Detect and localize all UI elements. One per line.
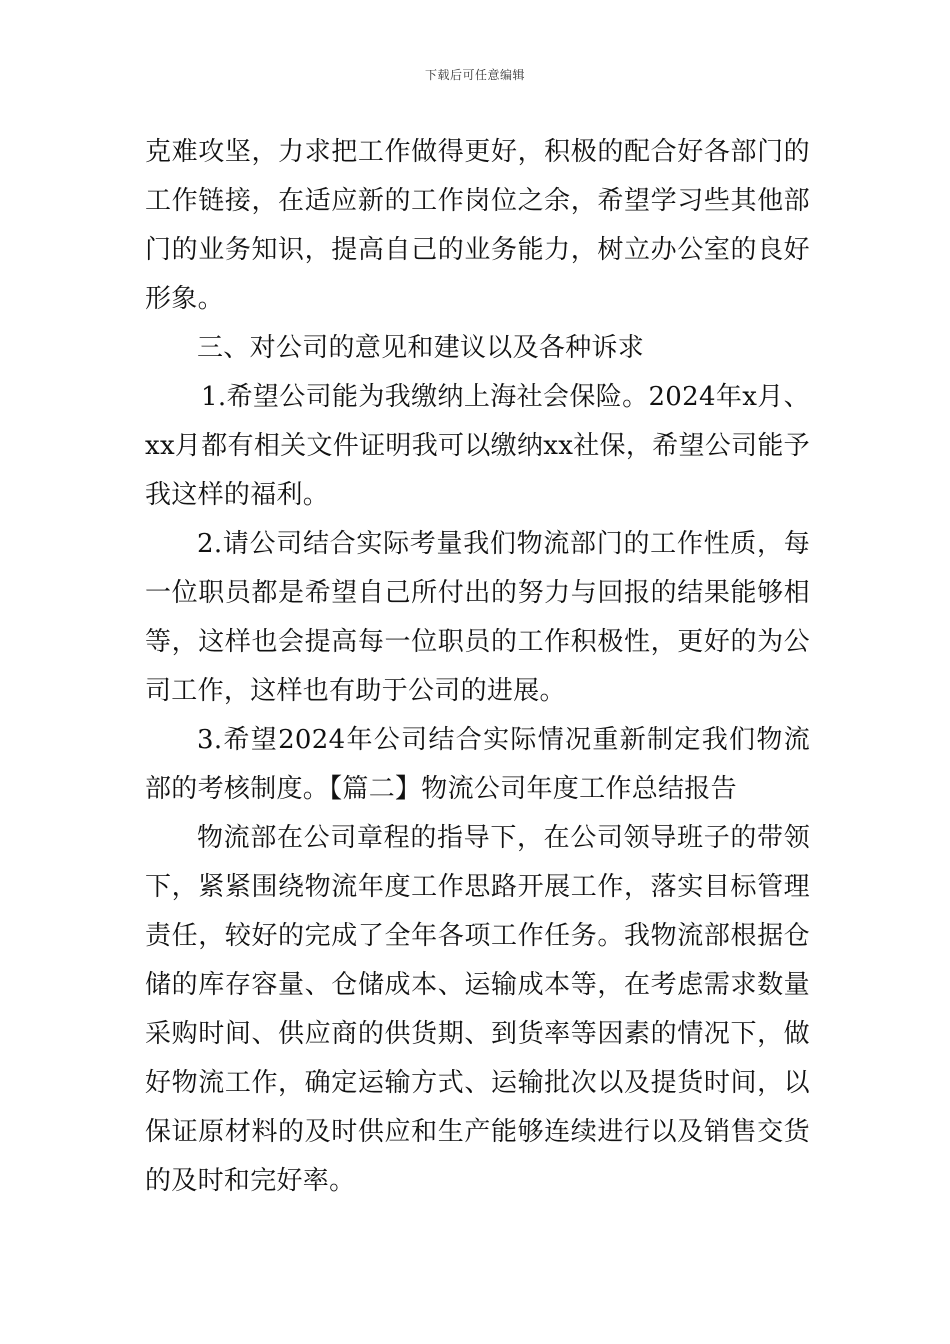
paragraph-continuation: 克难攻坚，力求把工作做得更好，积极的配合好各部门的工作链接，在适应新的工作岗位之余，希望学习些其他部门的业务知识，提高自己的业务能力，树立办公室的良好形象。 [145,137,810,314]
list-item-1: 1.希望公司能为我缴纳上海社会保险。2024年x月、xx月都有相关文件证明我可以缴纳xx社保，希望公司能予我这样的福利。 [145,382,810,510]
page-header: 下载后可任意编辑 [424,68,525,82]
paragraph-report-body: 物流部在公司章程的指导下，在公司领导班子的带领下，紧紧围绕物流年度工作思路开展工作，落实目标管理责任，较好的完成了全年各项工作任务。我物流部根据仓储的库存容量、仓储成本、运输成本等，在考虑需求数量采购时间、供应商的供货期、到货率等因素的情况下，做好物流工作，确定运输方式、运输批次以及提货时间，以保证原材料的及时供应和生产能够连续进行以及销售交货的及时和完好率。 [145,823,810,1196]
list-item-3: 3.希望2024年公司结合实际情况重新制定我们物流部的考核制度。【篇二】物流公司年度工作总结报告 [145,725,810,804]
section-heading: 三、对公司的意见和建议以及各种诉求 [197,333,645,363]
list-item-2: 2.请公司结合实际考量我们物流部门的工作性质，每一位职员都是希望自己所付出的努力与回报的结果能够相等，这样也会提高每一位职员的工作积极性，更好的为公司工作，这样也有助于公司的进展。 [145,529,810,706]
document-body [145,128,810,1206]
